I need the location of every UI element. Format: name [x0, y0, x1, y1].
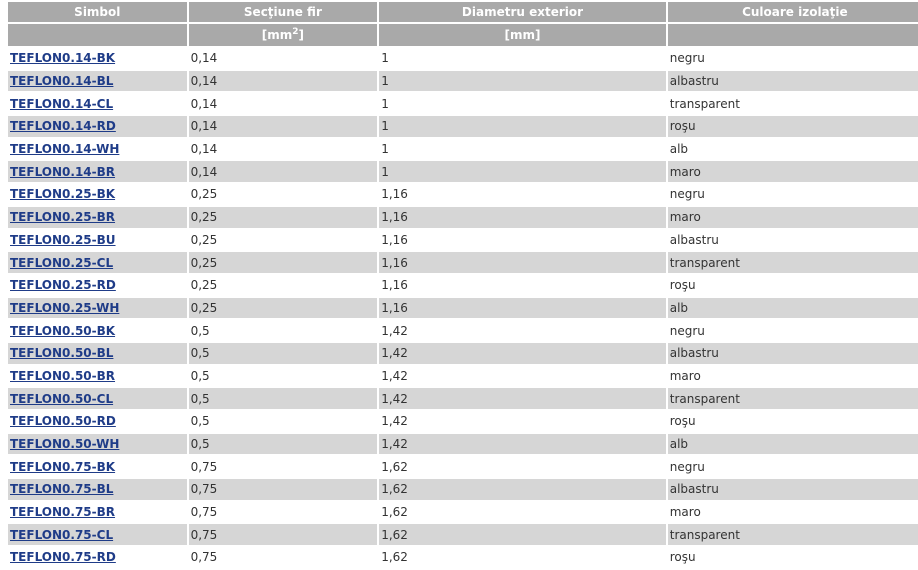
- product-link[interactable]: TEFLON0.75-BR: [10, 505, 116, 520]
- cell-culoare: maro: [668, 161, 918, 182]
- units-culoare: [668, 24, 918, 46]
- table-row: [8, 252, 918, 273]
- cell-sectiune: 0,5: [189, 343, 378, 364]
- product-link[interactable]: TEFLON0.14-BR: [10, 164, 116, 179]
- table-row: [8, 298, 918, 319]
- cell-culoare: alb: [668, 298, 918, 319]
- cell-diametru: 1,16: [379, 207, 666, 228]
- cell-culoare: roşu: [668, 116, 918, 137]
- product-link[interactable]: TEFLON0.50-BL: [10, 346, 114, 361]
- cell-simbol: [8, 298, 187, 319]
- cell-diametru: 1,42: [379, 388, 666, 409]
- cell-sectiune: 0,14: [190, 51, 218, 66]
- table-row: [8, 547, 918, 568]
- table-row: [8, 161, 918, 182]
- product-link[interactable]: TEFLON0.50-CL: [10, 391, 114, 406]
- cell-simbol: [8, 71, 187, 92]
- table-row: [8, 275, 918, 296]
- cell-culoare: maro: [668, 207, 918, 228]
- cell-simbol: [8, 524, 187, 545]
- cell-sectiune: 0,5: [190, 368, 210, 383]
- cell-culoare: transparent: [668, 252, 918, 273]
- cell-simbol: [8, 456, 187, 477]
- product-link[interactable]: TEFLON0.25-BK: [10, 187, 116, 202]
- cell-simbol: [8, 48, 187, 69]
- cell-diametru: 1,62: [381, 550, 408, 565]
- table-row: [8, 207, 918, 228]
- cell-culoare: negru: [669, 459, 705, 474]
- table-row: [8, 366, 918, 387]
- product-link[interactable]: TEFLON0.75-CL: [10, 527, 114, 542]
- cell-diametru: 1,42: [379, 434, 666, 455]
- product-link[interactable]: TEFLON0.50-RD: [10, 414, 116, 429]
- cell-sectiune: 0,75: [190, 550, 218, 565]
- cell-simbol: [8, 275, 187, 296]
- cell-simbol: [8, 502, 187, 523]
- cell-sectiune: 0,75: [190, 505, 218, 520]
- cell-sectiune: 0,25: [190, 278, 218, 293]
- header-simbol: Simbol: [8, 2, 187, 22]
- cell-diametru: 1: [381, 142, 389, 157]
- cell-sectiune: 0,14: [189, 116, 378, 137]
- cell-simbol: [8, 93, 187, 114]
- cell-simbol: [8, 252, 187, 273]
- product-link[interactable]: TEFLON0.14-BK: [10, 51, 116, 66]
- cell-sectiune: 0,25: [189, 252, 378, 273]
- table-row: [8, 93, 918, 114]
- cell-diametru: 1,62: [379, 479, 666, 500]
- cell-simbol: [8, 343, 187, 364]
- cell-culoare: transparent: [668, 524, 918, 545]
- product-link[interactable]: TEFLON0.25-BR: [10, 210, 116, 225]
- cell-sectiune: 0,5: [189, 434, 378, 455]
- cell-simbol: [8, 434, 187, 455]
- cell-culoare: albastru: [669, 232, 719, 247]
- cell-simbol: [8, 230, 187, 251]
- cell-simbol: [8, 320, 187, 341]
- table-row: [8, 139, 918, 160]
- table-row: [8, 411, 918, 432]
- cell-sectiune: 0,25: [189, 207, 378, 228]
- cell-diametru: 1: [379, 116, 666, 137]
- cell-diametru: 1,16: [379, 252, 666, 273]
- header-culoare: Culoare izolaţie: [668, 2, 918, 22]
- header-row: [8, 2, 918, 22]
- units-row: [8, 24, 918, 46]
- cell-culoare: roşu: [669, 278, 696, 293]
- cell-sectiune: 0,14: [189, 161, 378, 182]
- cell-culoare: alb: [668, 434, 918, 455]
- cell-sectiune: 0,14: [189, 71, 378, 92]
- cell-sectiune: 0,75: [189, 479, 378, 500]
- cell-simbol: [8, 139, 187, 160]
- cell-simbol: [8, 116, 187, 137]
- product-link[interactable]: TEFLON0.25-BU: [10, 232, 116, 247]
- cell-culoare: negru: [669, 323, 705, 338]
- cell-culoare: albastru: [668, 343, 918, 364]
- cell-simbol: [8, 411, 187, 432]
- sectiune-unit: mm: [267, 28, 293, 42]
- cell-simbol: [8, 161, 187, 182]
- units-diametru: [mm]: [379, 24, 666, 46]
- cell-diametru: 1,42: [379, 343, 666, 364]
- cell-culoare: albastru: [668, 71, 918, 92]
- cell-sectiune: 0,5: [189, 388, 378, 409]
- cell-sectiune: 0,25: [190, 187, 218, 202]
- cell-culoare: maro: [669, 368, 701, 383]
- cell-culoare: transparent: [669, 96, 740, 111]
- cell-diametru: 1,62: [379, 524, 666, 545]
- product-link[interactable]: TEFLON0.50-BR: [10, 368, 116, 383]
- cell-sectiune: 0,14: [190, 142, 218, 157]
- cell-diametru: 1,16: [381, 278, 408, 293]
- cell-sectiune: 0,5: [190, 414, 210, 429]
- product-link[interactable]: TEFLON0.14-RD: [10, 119, 116, 134]
- table-row: [8, 502, 918, 523]
- cell-simbol: [8, 184, 187, 205]
- cell-simbol: [8, 366, 187, 387]
- cell-culoare: negru: [669, 187, 705, 202]
- cell-sectiune: 0,14: [190, 96, 218, 111]
- product-link[interactable]: TEFLON0.25-RD: [10, 278, 116, 293]
- table-body: [8, 48, 918, 568]
- cell-diametru: 1,16: [379, 298, 666, 319]
- table-row: [8, 388, 918, 409]
- header-sectiune: Secţiune fir: [189, 2, 378, 22]
- cell-culoare: transparent: [668, 388, 918, 409]
- product-link[interactable]: TEFLON0.75-BL: [10, 482, 114, 497]
- cell-diametru: 1,62: [381, 505, 408, 520]
- cell-diametru: 1: [381, 51, 389, 66]
- product-link[interactable]: TEFLON0.75-BK: [10, 459, 116, 474]
- table-row: [8, 71, 918, 92]
- cell-diametru: 1,16: [381, 187, 408, 202]
- cell-sectiune: 0,75: [189, 524, 378, 545]
- product-table: [6, 0, 918, 570]
- cell-culoare: roşu: [669, 414, 696, 429]
- table-header: [8, 2, 918, 46]
- table-row: [8, 320, 918, 341]
- cell-simbol: [8, 388, 187, 409]
- product-link[interactable]: TEFLON0.50-WH: [10, 437, 120, 452]
- product-link[interactable]: TEFLON0.25-CL: [10, 255, 114, 270]
- table-row: [8, 343, 918, 364]
- cell-culoare: alb: [669, 142, 689, 157]
- cell-diametru: 1,42: [381, 323, 408, 338]
- product-link[interactable]: TEFLON0.14-BL: [10, 74, 114, 89]
- product-link[interactable]: TEFLON0.14-WH: [10, 142, 120, 157]
- product-link[interactable]: TEFLON0.25-WH: [10, 300, 120, 315]
- cell-simbol: [8, 547, 187, 568]
- sectiune-unit-sup: 2: [292, 27, 299, 37]
- cell-culoare: albastru: [668, 479, 918, 500]
- table-row: [8, 48, 918, 69]
- cell-culoare: maro: [669, 505, 701, 520]
- product-link[interactable]: TEFLON0.75-RD: [10, 550, 116, 565]
- table-row: [8, 116, 918, 137]
- cell-simbol: [8, 207, 187, 228]
- product-link[interactable]: TEFLON0.14-CL: [10, 96, 114, 111]
- cell-sectiune: 0,25: [189, 298, 378, 319]
- cell-diametru: 1: [379, 71, 666, 92]
- cell-diametru: 1,62: [381, 459, 408, 474]
- units-sectiune: $[mm^2]$: [189, 24, 378, 46]
- cell-sectiune: 0,75: [190, 459, 218, 474]
- cell-sectiune: 0,25: [190, 232, 218, 247]
- table-row: [8, 230, 918, 251]
- product-link[interactable]: TEFLON0.50-BK: [10, 323, 116, 338]
- header-diametru: Diametru exterior: [379, 2, 666, 22]
- cell-diametru: 1: [379, 161, 666, 182]
- cell-diametru: 1: [381, 96, 389, 111]
- cell-culoare: negru: [669, 51, 705, 66]
- cell-simbol: [8, 479, 187, 500]
- table-row: [8, 479, 918, 500]
- table-row: [8, 524, 918, 545]
- cell-diametru: 1,16: [381, 232, 408, 247]
- table-row: [8, 434, 918, 455]
- table-row: [8, 456, 918, 477]
- cell-diametru: 1,42: [381, 414, 408, 429]
- cell-sectiune: 0,5: [190, 323, 210, 338]
- cell-culoare: roşu: [669, 550, 696, 565]
- table-row: [8, 184, 918, 205]
- cell-diametru: 1,42: [381, 368, 408, 383]
- units-simbol: [8, 24, 187, 46]
